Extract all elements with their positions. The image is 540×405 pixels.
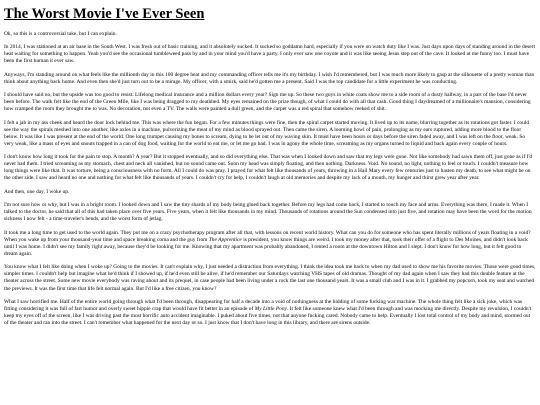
paragraph: Anyways, I'm standing around on what feels like the millionth day in this 100 degree heat and my commanding officer tells me it's my birthday. I wish I'd remembered, but I was much more likely to gasp at the silhouette of a pretty woman than think about anything back home. And even then she'd just turn out to be a mirage. My officer, with a smirk, said he'd gotten me a present. Said I was the top candidate for a little experiment he was conducting. (4, 71, 535, 85)
italic-title: The Apprentice (208, 236, 242, 243)
paragraph-text: is president, you know things are weird. I took my money after that, took their offer of a flight to Des Moines, and didn't look back until I was home. I didn't see my family right away, because they'd be looking for me. Knowing that my apartment was probably abandoned, I rented a room at the downtown Hilton and I slept. I don't know for how long, but it felt good to dream again. (4, 236, 528, 257)
paragraph-text: It took me a long time to get used to the world again. They put me on a crazy psychotherapy program after all that, with lessons on recent world history. What can you do for someone who has spent literally millions of years floating in a void? When you wake up from your thousand-year time and space breaking coma and the guy from (4, 229, 531, 243)
paragraph: I felt a jab in my ass cheek and heard the door lock behind me. This was where the fun began. For a few minutes things were fine, then the spiral carpet started moving. It lived up to its name, blurring together as its rotations got faster. I could see the way the spirals meshed into one another, like axles in a machine, pulverizing the meat of my mind as blood sprayed out. Then came the siren. A looming howl of pain, prolonging as my ears ruptured, adding more blood to the floor below. It was like I was present at the end of the world. One long trumpet causing my bones to scream, dying to be let out of my waving skin. It must have been hours or days before the siren faded away, and I was left on the floor, weak. So very weak, like a mass of eyes and snouts trapped in a can of dog food, waiting for the world to eat me, or let me go bad. I was in agony the whole time, screaming as my organs turned to liquid and back again every couple of hours. (4, 119, 530, 147)
paragraph: And then, one day, I woke up. (4, 188, 70, 195)
paragraph (4, 230, 536, 258)
paragraph: I'm not sure how or why, but I was in a bright room. I looked down and I saw the tiny shards of my body being glued back together. Before my legs had come back, I started to touch my face and arms. Everything was there, I made it. When I talked to the doctor, he said that all of this had taken place over five years. Five years, when it felt like thousands in my mind. Thousands of rotations around the Sun condensed into just five, and rotation may have been the word for the motion sickness I now felt - a time-traveler's bends, and the worst form of jetlag. (4, 202, 532, 223)
paragraph-text: What I saw horrified me. Half of the entire world going through what I'd been through, disappearing for half a decade into a void of nothingness at the bidding of some fucking war machine. The whole thing felt like a sick joke, which was fitting considering it was full of fart humor and overly sweet hippie crap that would have fit better in an episode of (4, 298, 523, 312)
paragraph: I don't know how long it took for the pain to stop. A month? A year? But it stopped eventually, and so did everything else. That was when I looked down and saw that my legs were gone. Not like somebody had sawn them off, just gone as if I'd never had them. I tried screaming as my stomach, chest and neck all vanished, but no sound came out. Soon my head was simply floating, and then nothing. Darkness. Void. No sound, no light, nothing to feel or touch. I couldn't measure how long things were like that. It was torture, being a consciousness with no form. All I could do was pray. I prayed for what felt like thousands of years, throwing in a Hail Mary every few centuries just to hasten my death, to see what might be on the other side. I saw and heard no one and nothing for what felt like thousands of years. I couldn't cry for help, I couldn't laugh at old memories and despite my lack of a mouth, my hunger and thirst grew year after year. (4, 154, 533, 182)
paragraph: Ok, so this is a controversial take, but I can explain. (4, 30, 117, 37)
page-title: The Worst Movie I've Ever Seen (4, 6, 205, 22)
paragraph-text: . It felt like someone knew what I'd been through and was mocking me directly. Despite my revulsion, I couldn't keep my eyes off of the screen, like I was driving past the most horrific auto accident imaginable. I puked about five times, not that anyone fucking cared. Nobody came to help. Eventually I lost total control of my body and mind, stormed out of the theater and ran into the street. I can't remember what happened for the next day or so. I just know that I don't have long in this library, and there are sirens outside. (4, 305, 532, 327)
paragraph: I should have said no, but the upside was too good to resist. Lifelong medical insurance and a million dollars every year? Sign me up. So these two guys in white coats show me to a side room of a dusty hallway, in a part of the base I'd never been before. The walk felt like the end of the Green Mile, like I was being dragged to my deathbed. My eyes remained on the prize though, of what I could do with all that cash. Good thing I daydreamed of a millionaire's mansion, considering how cramped the room they brought me to was. No decoration, not even a TV. The walls were painted a dull green, and the carpet was a red spiral that somehow reeked of shit. (4, 92, 531, 113)
italic-title: My Little Pony (254, 305, 287, 312)
paragraph (4, 299, 536, 327)
paragraph: You know what I felt like doing when I woke up? Going to the movies. It can't explain why, I just needed a distraction from everything. I think the idea took me back to when my dad used to show me his favorite movies. Those were good times, simpler times. I couldn't help but imagine what he'd think if I showed up, if he'd even still be alive, if he'd remember our Saturdays watching VHS tapes of old dramas. Thought of my dad again when I saw they had this double feature at the theater across the street. Some new movie everybody was raving about and its prequel, in case people had been living under a rock the last one thousand years. It was a small club and I was in it. I grabbed my popcorn, took my seat and watched the previews. It was the first time that life felt normal again. But I'd like a free citizen, you know? (4, 264, 536, 292)
paragraph: In 2014, I was stationed at an air base in the South West. I was fresh out of basic training, and it absolutely sucked. It sucked so goddamn hard, especially if you were on watch duty like I was. Just days upon days of standing around in the desert heat waiting for something to happen. Yeah you'd see the occasional tumbleweed pass by and in your mind you'd have a party. I only ever saw one coyote and it was like seeing Jesus step out of the cave. It looked at me funny too. I must have been the first human it ever saw. (4, 44, 536, 65)
